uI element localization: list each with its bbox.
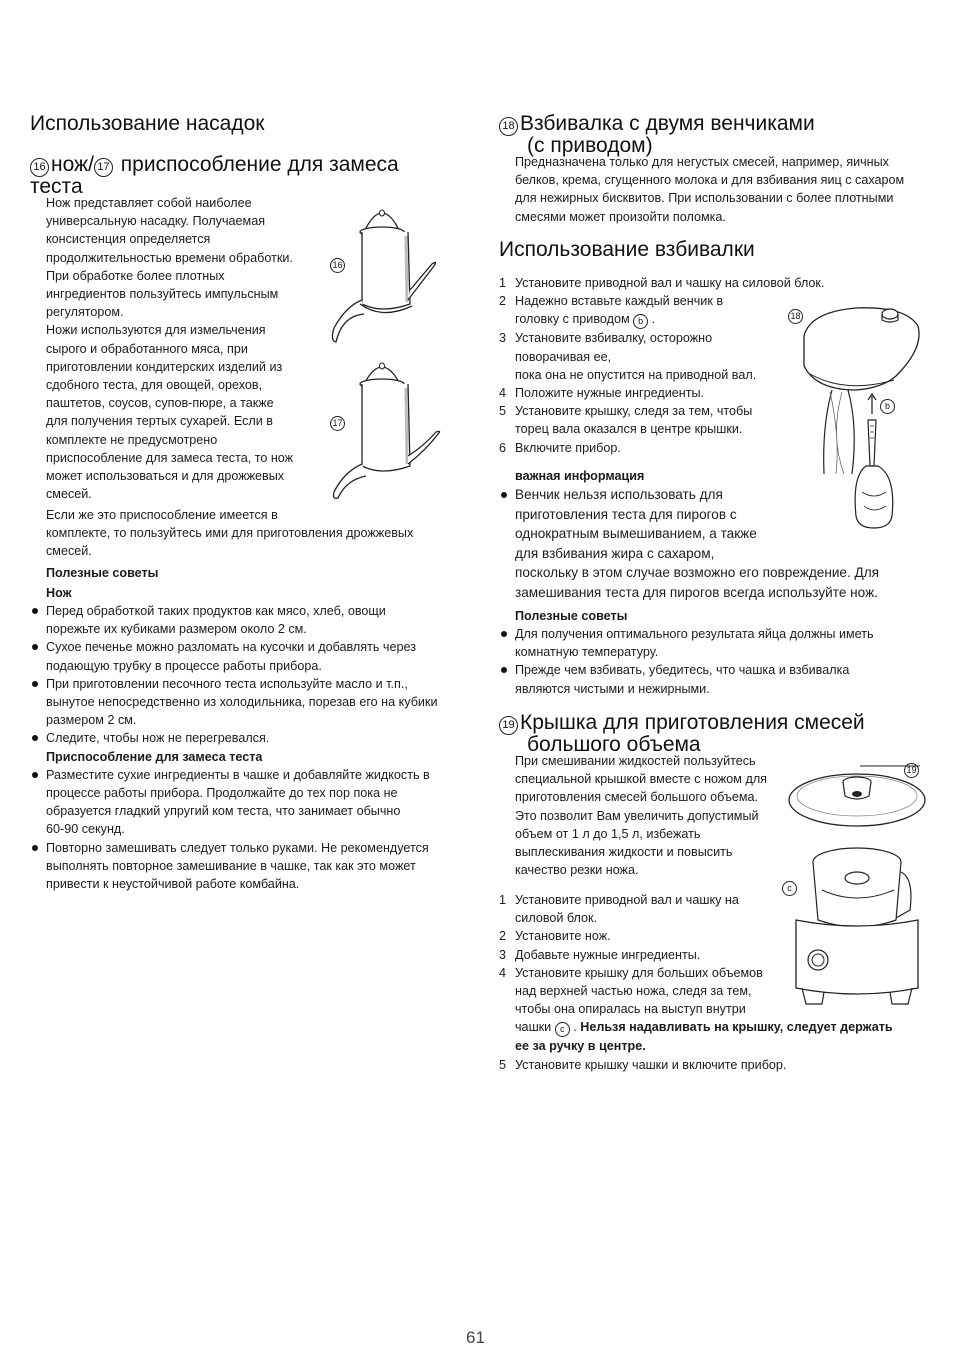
tip-item (499, 661, 929, 697)
heading-dough-text: приспособление для замеса (120, 153, 399, 176)
knife-illustration (316, 196, 446, 366)
intro-line: При обработке более плотных (46, 268, 225, 283)
bullet-dot (501, 631, 507, 637)
bullet-item (30, 675, 460, 730)
fig-lid-label (904, 759, 919, 778)
label-19-circle: 19 (904, 763, 919, 778)
intro-line: комплекте не предусмотрено (46, 432, 218, 447)
dough-subheading: Приспособление для замеса теста (46, 749, 263, 764)
bullet-item (30, 839, 460, 894)
step-number: 3 (499, 947, 507, 962)
lid-heading-text: Крышка для приготовления смесей (520, 711, 865, 734)
step-item (499, 1056, 929, 1074)
bullet-dot (32, 735, 38, 741)
step-number: 4 (499, 386, 507, 401)
heading-attachments: Использование насадок (30, 112, 265, 135)
bullet-line: размером 2 см. (46, 713, 137, 728)
knife-subheading: Нож (46, 586, 72, 600)
step-line: торец вала оказался в центре крышки. (515, 422, 743, 437)
whisk-illustration (786, 296, 926, 536)
bullet-item (30, 729, 460, 747)
tip-item (499, 625, 929, 661)
bullet-line: Перед обработкой таких продуктов как мясо, хлеб, овощи (46, 604, 386, 618)
lid-intro-line: объем от 1 л до 1,5 л, избежать (515, 826, 701, 841)
whisk-intro-line: смесями может произойти поломка. (515, 209, 726, 224)
whisk-intro-line: Предназначена только для негустых смесей, например, яичных (515, 155, 889, 169)
lid-intro-line: приготовления смесей большого объема. (515, 790, 759, 805)
label-17-circle: 17 (330, 416, 345, 431)
intro-line: ингредиентов пользуйтесь импульсным (46, 287, 279, 302)
step-line: головку с приводом b . (515, 310, 919, 329)
step-line: Надежно вставьте каждый венчик в (515, 294, 724, 309)
step-number: 3 (499, 331, 507, 346)
bullet-dot (32, 644, 38, 650)
knife-bullets (30, 602, 460, 893)
fig-whisk-b (880, 395, 895, 414)
important-line: приготовления теста для пирогов с (515, 506, 737, 522)
lid-intro-line: Это позволит Вам увеличить допустимый (515, 808, 759, 823)
tips-list (499, 625, 929, 698)
bullet-item (30, 638, 460, 674)
number-17-circle: 17 (94, 158, 113, 177)
fig-lid-c (782, 877, 797, 896)
bullet-item (30, 766, 460, 839)
step-line-text: головку с приводом (515, 312, 630, 327)
ref-c-circle: c (555, 1022, 570, 1037)
intro-line: паштетов, соусов, супов-пюре, а также (46, 396, 274, 411)
intro-line: консистенция определяется (46, 232, 211, 247)
step-line: Установите крышку для больших объемов (515, 965, 763, 980)
label-c-circle: c (782, 881, 797, 896)
step-number: 5 (499, 1057, 507, 1072)
important-line: замешивания теста для пирогов всегда используйте нож. (515, 584, 878, 600)
lid-intro-line: При смешивании жидкостей пользуйтесь (515, 754, 756, 768)
tip-line: Для получения оптимального результата яйца должны иметь (515, 627, 874, 641)
step-number: 5 (499, 404, 507, 419)
step-number: 6 (499, 440, 507, 455)
intro-line: сдобного теста, для овощей, орехов, (46, 378, 263, 393)
whisk-intro-line: белков, крема, сгущенного молока и для взбивания яиц с сахаром (515, 173, 905, 188)
label-16-circle: 16 (330, 258, 345, 273)
wide-line: комплекте, то пользуйтесь ими для приготовления дрожжевых (46, 526, 414, 541)
bullet-line: порежьте их кубиками размером около 2 см. (46, 622, 307, 637)
whisk-intro-line: для нежирных бисквитов. При использовании с более плотными (515, 191, 894, 206)
bullet-line: Разместите сухие ингредиенты в чашке и добавляйте жидкость в (46, 767, 430, 782)
heading-lid (499, 713, 929, 754)
tips-heading-left: Полезные советы (46, 566, 159, 580)
step-line: силовой блок. (515, 911, 598, 926)
tip-line: являются чистыми и нежирными. (515, 681, 710, 696)
intro-line: может использоваться и для дрожжевых (46, 469, 285, 484)
bullet-dot (32, 845, 38, 851)
heading-knife-dough (30, 155, 450, 196)
step-line: Установите крышку чашки и включите прибор. (515, 1057, 787, 1072)
important-line: Венчик нельзя использовать для (515, 487, 723, 502)
bullet-line: Следите, чтобы нож не перегревался. (46, 731, 270, 746)
step-line-text: чашки (515, 1020, 552, 1035)
whisk-heading-text: Взбивалка с двумя венчиками (520, 112, 815, 135)
bullet-line: 60-90 секунд. (46, 822, 125, 837)
dough-tool-illustration (316, 360, 446, 510)
bullet-line: подающую трубку в процессе работы прибора. (46, 658, 322, 673)
intro-line: регулятором. (46, 305, 124, 320)
tips-heading-right: Полезные советы (515, 609, 628, 623)
number-16-circle: 16 (30, 158, 49, 177)
intro-line: продолжительностью времени обработки. (46, 250, 293, 265)
bullet-line: процессе работы прибора. Продолжайте до тех пор пока не (46, 786, 398, 801)
label-18-circle: 18 (788, 309, 803, 324)
bullet-dot (501, 667, 507, 673)
heading-dough-text-2: теста (30, 175, 83, 198)
step-line: чашки c . Нельзя надавливать на крышку, следует держать (515, 1018, 929, 1037)
step-line: Установите крышку, следя за тем, чтобы (515, 404, 753, 419)
step-line: Включите прибор. (515, 440, 621, 455)
step-number: 2 (499, 929, 507, 944)
lid-processor-illustration (782, 760, 932, 1010)
heading-use-whisk: Использование взбивалки (499, 238, 755, 261)
important-line: для взбивания жира с сахаром, (515, 545, 715, 561)
bullet-line: вынутое непосредственно из холодильника, порезав его на кубики (46, 695, 438, 710)
lid-intro-line: выплескивания жидкости и повысить (515, 845, 733, 860)
bullet-line: привести к неустойчивой работе комбайна. (46, 877, 300, 892)
number-18-circle: 18 (499, 117, 518, 136)
intro-line: Ножи используются для измельчения (46, 323, 266, 338)
step-item (499, 274, 919, 292)
step-number: 2 (499, 294, 507, 309)
bullet-dot (32, 681, 38, 687)
page-number: 61 (466, 1328, 485, 1347)
fig-whisk-label (788, 305, 803, 324)
intro-line: смесей. (46, 487, 92, 502)
knife-intro-text (46, 194, 336, 503)
tip-line: Прежде чем взбивать, убедитесь, что чашка и взбивалка (515, 663, 850, 678)
lid-intro-line: качество резки ножа. (515, 863, 639, 878)
step-number: 1 (499, 893, 507, 907)
step-number: 4 (499, 965, 507, 980)
tip-line: комнатную температуру. (515, 645, 659, 660)
bullet-item (30, 602, 460, 638)
bullet-dot (32, 608, 38, 614)
wide-line: смесей. (46, 544, 92, 559)
step-line: Установите приводной вал и чашку на (515, 893, 739, 907)
bullet-line: При приготовлении песочного теста используйте масло и т.п., (46, 676, 408, 691)
step-line: Добавьте нужные ингредиенты. (515, 947, 701, 962)
bullet-dot (32, 772, 38, 778)
whisk-intro (515, 153, 935, 226)
whisk-heading-text-2: (с приводом) (527, 134, 653, 157)
intro-line: сырого и обработанного мяса, при (46, 341, 248, 356)
bullet-dot (501, 492, 507, 498)
step-line: Установите нож. (515, 929, 611, 944)
step-line: Установите приводной вал и чашку на силовой блок. (515, 276, 825, 290)
step-line: над верхней частью ножа, следя за тем, (515, 984, 752, 999)
step-line: чтобы она опиралась на выступ внутри (515, 1002, 746, 1017)
label-b-circle: b (880, 399, 895, 414)
ref-b-circle: b (633, 314, 648, 329)
important-heading: важная информация (515, 469, 645, 483)
bullet-line: Повторно замешивать следует только руками. Не рекомендуется (46, 840, 429, 855)
wide-line: Если же это приспособление имеется в (46, 508, 278, 522)
lid-intro (515, 752, 795, 879)
important-line: поскольку в этом случае возможно его повреждение. Для (515, 565, 880, 581)
bullet-line: Сухое печенье можно разломать на кусочки и добавлять через (46, 640, 416, 655)
warning-text: Нельзя надавливать на крышку, следует держать (580, 1020, 893, 1035)
step-line: Установите взбивалку, осторожно (515, 331, 713, 346)
important-line: однократным вымешиванием, а также (515, 526, 757, 542)
warning-text-2: ее за ручку в центре. (515, 1039, 646, 1054)
heading-whisk (499, 114, 919, 155)
bullet-line: выполнять повторное замешивание в чашке, так как это может (46, 858, 416, 873)
intro-line: для получения тертых сухарей. Если в (46, 414, 273, 429)
number-19-circle: 19 (499, 716, 518, 735)
step-number: 1 (499, 276, 507, 290)
intro-line: Нож представляет собой наиболее (46, 196, 252, 210)
step-line: Положите нужные ингредиенты. (515, 386, 705, 401)
step-line: пока она не опустится на приводной вал. (515, 367, 757, 382)
fig-dough-label (330, 412, 345, 431)
intro-line: универсальную насадку. Получаемая (46, 214, 266, 229)
intro-line: приспособление для замеса теста, то нож (46, 450, 294, 465)
bullet-line: образуется гладкий упругий ком теста, что занимает обычно (46, 804, 401, 819)
fig-knife-label (330, 254, 345, 273)
heading-knife-text: нож/ (51, 153, 94, 176)
lid-heading-text-2: большого объема (527, 733, 701, 756)
step-line: поворачивая ее, (515, 349, 612, 364)
lid-intro-line: специальной крышкой вместе с ножом для (515, 772, 767, 787)
intro-line: приготовлении кондитерских изделий из (46, 359, 283, 374)
knife-wide-text (46, 506, 456, 561)
